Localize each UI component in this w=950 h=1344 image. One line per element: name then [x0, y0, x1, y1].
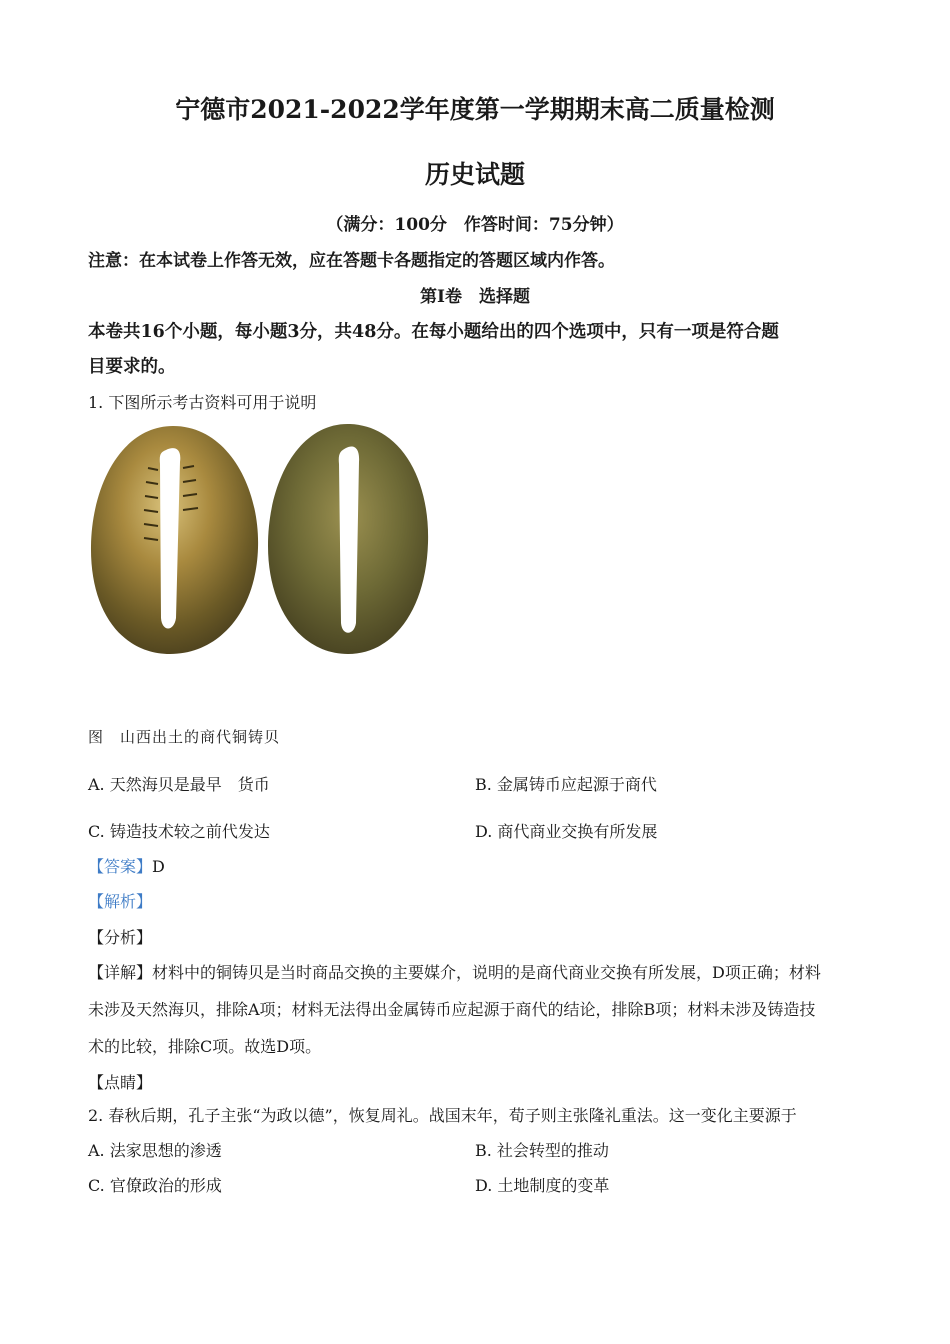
detail-line-2: 未涉及天然海贝，排除A项；材料无法得出金属铸币应起源于商代的结论，排除B项；材料未涉及铸造技 — [88, 1000, 816, 1019]
dianjing-tag: 【点睛】 — [88, 1073, 153, 1092]
q2-stem: 2. 春秋后期，孔子主张“为政以德”，恢复周礼。战国末年，荀子则主张隆礼重法。这一变化主要源于 — [88, 1106, 797, 1125]
answer-value: D — [152, 857, 165, 876]
bronze-cowrie-shells-photo — [88, 418, 433, 658]
document-title: 宁德市2021-2022学年度第一学期期末高二质量检测 — [175, 95, 775, 124]
detail-tag: 【详解】 — [88, 963, 153, 982]
detail-text-1: 材料中的铜铸贝是当时商品交换的主要媒介，说明的是商代商业交换有所发展，D项正确；材料 — [152, 963, 821, 982]
section-description-line2: 目要求的。 — [88, 357, 176, 377]
notice: 注意：在本试卷上作答无效，应在答题卡各题指定的答题区域内作答。 — [88, 251, 615, 271]
q1-stem: 1. 下图所示考古资料可用于说明 — [88, 393, 317, 412]
section-description-line1: 本卷共16个小题，每小题3分，共48分。在每小题给出的四个选项中，只有一项是符合题 — [88, 322, 779, 342]
q1-option-a: A. 天然海贝是最早 货币 — [88, 775, 270, 794]
detail-line-3: 术的比较，排除C项。故选D项。 — [88, 1037, 322, 1056]
bronze-cowrie-shell-image-left — [91, 426, 258, 654]
exam-info: （满分：100分 作答时间：75分钟） — [326, 215, 624, 235]
q1-option-c: C. 铸造技术较之前代发达 — [88, 822, 270, 841]
answer-tag: 【答案】 — [88, 857, 153, 876]
section-title: 第Ⅰ卷 选择题 — [420, 287, 530, 307]
q1-option-d: D. 商代商业交换有所发展 — [475, 822, 658, 841]
q1-answer — [88, 854, 165, 877]
q2-option-a: A. 法家思想的渗透 — [88, 1141, 222, 1160]
q2-option-b: B. 社会转型的推动 — [475, 1141, 609, 1160]
q2-option-d: D. 土地制度的变革 — [475, 1176, 610, 1195]
q1-option-b: B. 金属铸币应起源于商代 — [475, 775, 657, 794]
document-subtitle: 历史试题 — [424, 160, 525, 189]
fenxi-tag: 【分析】 — [88, 928, 153, 947]
bronze-cowrie-shell-image-right — [268, 424, 428, 654]
figure-caption: 图 山西出土的商代铜铸贝 — [88, 728, 281, 746]
q2-option-c: C. 官僚政治的形成 — [88, 1176, 222, 1195]
analysis-tag: 【解析】 — [88, 892, 153, 911]
detail-line-1 — [88, 960, 821, 983]
